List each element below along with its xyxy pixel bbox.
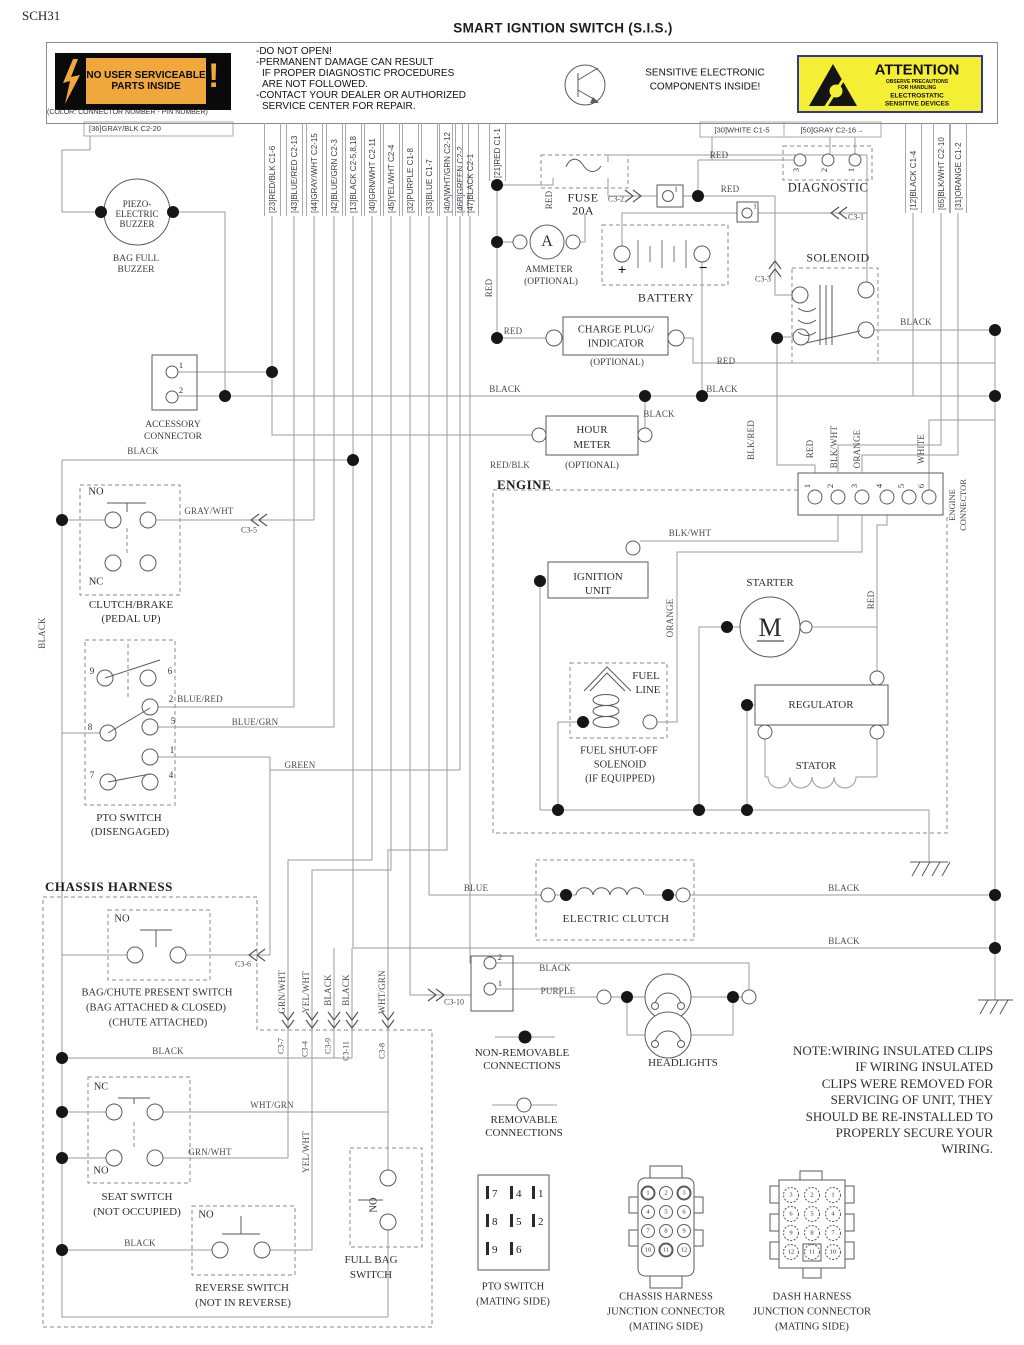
ammeter-label: AMMETER [525,265,573,275]
legend-removable2: CONNECTIONS [485,1127,563,1139]
attention-title: ATTENTION [874,61,960,79]
wire-tag: BLUE [463,883,489,893]
dash-junction-pin: 5 [810,1210,814,1218]
dash-junction-pin: 4 [831,1210,835,1218]
pin-slot-icon [510,1186,513,1199]
wire-tag: BLACK [828,936,860,946]
chassis-junction-label2: JUNCTION CONNECTOR [607,1306,725,1318]
connector-tag: C3-6 [235,959,251,969]
wire-tag: PURPLE [540,986,576,996]
chassis-junction-pin: 11 [662,1246,670,1254]
wire-column: [31]ORANGE C1-2 [950,123,967,213]
wire-label-white: [30]WHITE C1-5 [714,125,770,135]
chassis-junction-pin: 10 [644,1246,652,1254]
clutch-brake-label1: CLUTCH/BRAKE [88,599,174,611]
chassis-harness-title: CHASSIS HARNESS [45,879,173,894]
full-bag-no: NO [368,1197,380,1213]
color-note: (COLOR: CONNECTOR NUMBER - PIN NUMBER) [47,109,208,116]
hour-meter-line2: METER [573,439,611,451]
sheet-id: SCH31 [22,8,61,23]
wire-tag: BLACK [828,883,860,893]
note-line: NOTE:WIRING INSULATED CLIPS [792,1043,993,1058]
hour-meter-optional: (OPTIONAL) [565,461,619,471]
pin-slot-icon [486,1242,489,1255]
diagnostic-label: DIAGNOSTIC [787,180,869,195]
clutch-brake-nc: NC [88,576,104,588]
hour-meter-line1: HOUR [576,424,608,436]
diagnostic-pin1: 1 [846,167,856,173]
headlight-pin2: 2 [497,952,503,962]
chassis-junction-pin: 8 [664,1227,668,1235]
wire-column: [13]BLACK C2-5,8,18 [345,123,362,216]
danger-label [55,53,231,110]
mating-connector-art [629,1166,854,1288]
wire-tag: GRN/WHT [188,1147,232,1157]
wire-tag: BLACK [643,409,675,419]
note-line: SHOULD BE RE-INSTALLED TO [805,1108,993,1124]
dash-junction-pin: 1 [831,1191,835,1199]
stator-label: STATOR [795,760,837,772]
page-title: SMART IGNTION SWITCH (S.I.S.) [453,20,673,36]
connector-tag: C3-7 [276,1038,286,1054]
wire-column: [40A]WHT/GRN C2-12 [439,123,456,216]
chassis-junction-pin: 7 [646,1227,650,1235]
wire-column: [32]PURPLE C1-8 [402,123,419,216]
wire-tag: RED [484,278,494,298]
pto-mating-pin: 1 [532,1186,544,1200]
wire-column: [23]RED/BLK C1-6 [264,123,281,216]
chassis-junction-pin: 6 [682,1208,686,1216]
note-line: SERVICING OF UNIT, THEY [830,1092,993,1108]
wire-column: [42]BLUE/GRN C2-3 [326,123,343,216]
pin-slot-icon [510,1214,513,1227]
legend-nonremovable2: CONNECTIONS [483,1060,561,1072]
bag-chute-no: NO [114,913,130,925]
connector-tag: C3-11 [341,1041,351,1061]
wire-tag: WHT/GRN [250,1100,294,1110]
pto-label1: PTO SWITCH [96,812,162,824]
pto-pin: 7 [89,770,95,780]
reverse-label1: REVERSE SWITCH [195,1282,289,1294]
engine-conn-pin: 4 [874,483,884,489]
engine-connector-label1: ENGINE [947,489,957,521]
wire-tag: YEL/WHT [301,971,311,1013]
note-line: PROPERLY SECURE YOUR [835,1125,993,1141]
danger-line1: NO USER SERVICEABLE [86,70,206,81]
solenoid-label: SOLENOID [806,250,870,265]
clutch-brake-no: NO [88,486,104,498]
fuse-label: FUSE [567,190,599,205]
lightning-bolt-icon [59,57,85,107]
connector-tag: C3-10 [444,997,464,1007]
chassis-junction-pin: 2 [664,1189,668,1197]
wire-tag: RED [720,184,740,194]
fuel-solenoid-caption2: SOLENOID [593,759,647,771]
pto-mating-pin: 2 [532,1214,544,1228]
sensitive-line1: SENSITIVE ELECTRONIC [645,67,765,79]
engine-conn-pin: 1 [802,483,812,489]
fuel-line-label1: FUEL [632,670,660,682]
chassis-junction-pin: 12 [680,1246,688,1254]
wire-tag: BLK/WHT [668,528,712,538]
bag-chute-label3: (CHUTE ATTACHED) [108,1017,208,1029]
danger-text [86,58,206,104]
pto-mating-pin: 9 [486,1242,498,1256]
full-bag-label1: FULL BAG [344,1254,398,1266]
warning-line: ARE NOT FOLLOWED. [262,79,368,90]
wire-tag: RED [544,190,554,210]
pin-slot-icon [532,1186,535,1199]
wire-column: [46B]GREEN C2-2 [452,123,469,216]
starter-symbol: M [758,613,782,642]
chassis-junction-pin: 9 [682,1227,686,1235]
accessory-label1: ACCESSORY [145,420,201,430]
attention-label [797,55,983,113]
reverse-label2: (NOT IN REVERSE) [195,1297,291,1309]
connector-tag: C3-5 [241,525,257,535]
removable-pin-number: 1 [753,201,757,211]
connector-tag: C3-8 [377,1043,387,1059]
electric-clutch-label: ELECTRIC CLUTCH [562,913,670,925]
fuse-rating: 20A [572,203,594,218]
wire-tag: BLACK [900,317,932,327]
wire-tag: BLK/RED [746,420,756,460]
seat-nc: NC [93,1081,109,1093]
wire-tag: BLACK [323,974,333,1006]
engine-conn-pin: 3 [849,483,859,489]
pin-slot-icon [510,1242,513,1255]
chassis-junction-pin: 1 [646,1189,650,1197]
engine-section-label: ENGINE [497,477,552,492]
dash-junction-label2: JUNCTION CONNECTOR [753,1306,871,1318]
warning-line: SERVICE CENTER FOR REPAIR. [262,101,416,112]
buzzer-caption2: BUZZER [117,265,155,275]
dash-junction-label1: DASH HARNESS [772,1291,852,1303]
attention-sub2: FOR HANDLING [897,85,937,91]
wire-column: [44]GRAY/WHT C2-15 [306,123,323,216]
reverse-no: NO [198,1209,214,1221]
wire-tag: RED [866,590,876,610]
warning-line: -CONTACT YOUR DEALER OR AUTHORIZED [256,90,467,101]
chassis-junction-label3: (MATING SIDE) [629,1321,703,1333]
wire-tag: BLACK [539,963,571,973]
dash-junction-pin: 12 [787,1248,795,1256]
pin-slot-icon [532,1214,535,1227]
wire-tag: BLACK [124,1238,156,1248]
wiring-note [690,1043,993,1158]
buzzer-caption1: BAG FULL [112,254,160,264]
wire-tag: BLACK [152,1046,184,1056]
wire-tag: RED [805,439,815,459]
wire-tag: BLK/WHT [829,425,839,469]
charge-plug-line2: INDICATOR [587,338,645,350]
engine-connector-label2: CONNECTOR [958,479,968,531]
wire-tag: BLACK [489,384,521,394]
note-line: WIRING. [941,1141,993,1157]
wire-tag: RED [716,356,736,366]
wire-label-gray: [50]GRAY C2-16→ [800,125,864,135]
ammeter-symbol: A [541,233,553,250]
wire-tag: WHITE [916,434,926,464]
wire-tag: BLACK [127,446,159,456]
pto-mating-pin: 6 [510,1242,522,1256]
accessory-pin2: 2 [178,385,184,395]
wire-tag: YEL/WHT [301,1131,311,1173]
pto-mating-pin: 7 [486,1186,498,1200]
diagnostic-pin3: 3 [791,167,801,173]
connector-tag: C3-1 [848,212,864,222]
headlights-label: HEADLIGHTS [648,1057,718,1069]
pto-mating-pin: 4 [510,1186,522,1200]
regulator-label: REGULATOR [788,699,854,711]
wire-column: [12]BLACK C1-4 [905,123,922,213]
pto-mating-label1: PTO SWITCH [481,1281,545,1293]
chassis-junction-pin: 5 [664,1208,668,1216]
warning-line: -PERMANENT DAMAGE CAN RESULT [256,57,434,68]
attention-sub3: ELECTROSTATIC [890,92,944,100]
chassis-junction-pin: 3 [682,1189,686,1197]
fuel-solenoid-caption1: FUEL SHUT-OFF [580,745,658,757]
charge-plug-optional: (OPTIONAL) [590,358,644,368]
connector-tag: C3-9 [323,1038,333,1054]
wire-tag: RED [709,150,729,160]
wire-column: [21]RED C1-1 [489,123,506,181]
pto-pin: 6 [167,666,173,676]
exclamation-icon: ! [208,57,220,95]
bag-chute-label2: (BAG ATTACHED & CLOSED) [85,1002,227,1014]
pto-pin: 5 [170,716,176,726]
ignition-label1: IGNITION [573,571,623,583]
note-line: CLIPS WERE REMOVED FOR [821,1075,993,1091]
connector-tag: C3-3 [755,274,771,284]
wire-tag: GRAY/WHT [184,506,234,516]
pto-mating-pin: 8 [486,1214,498,1228]
pto-mating-label2: (MATING SIDE) [476,1296,550,1308]
dash-junction-pin: 9 [789,1229,793,1237]
charge-plug-line1: CHARGE PLUG/ [577,324,655,336]
pto-pin: 8 [87,722,93,732]
connector-tag: C3-4 [300,1041,310,1057]
fuel-line-label2: LINE [635,684,661,696]
dash-junction-pin: 8 [810,1229,814,1237]
full-bag-label2: SWITCH [349,1269,393,1281]
legend-removable1: REMOVABLE [490,1114,558,1126]
dash-junction-pin: 10 [829,1248,837,1256]
esd-triangle-icon [807,62,859,108]
buzzer-line2: ELECTRIC [115,209,159,219]
dash-junction-pin: 7 [831,1229,835,1237]
attention-sub1: OBSERVE PRECAUTIONS [885,79,949,85]
pto-pin: 2 [168,694,174,704]
wire-tag: GREEN [284,760,316,770]
wire-column: [45]YEL/WHT C2-4 [383,123,400,216]
bag-chute-label1: BAG/CHUTE PRESENT SWITCH [81,987,233,999]
wire-column: [65]BLK/WHT C2-10 [933,123,950,213]
wire-column: [47]BLACK C2-1 [462,123,479,216]
seat-label1: SEAT SWITCH [101,1191,173,1203]
warning-line: -DO NOT OPEN! [256,46,332,57]
wire-tag: BLACK [706,384,738,394]
buzzer-line3: BUZZER [119,219,155,229]
chassis-junction-label1: CHASSIS HARNESS [619,1291,713,1303]
pin-slot-icon [486,1214,489,1227]
warning-line: IF PROPER DIAGNOSTIC PROCEDURES [262,68,455,79]
note-line: IF WIRING INSULATED [855,1059,993,1075]
engine-conn-pin: 2 [825,483,835,489]
wire-column: [43]BLUE/RED C2-13 [286,123,303,216]
dash-junction-pin: 3 [789,1191,793,1199]
chassis-junction-pin: 4 [646,1208,650,1216]
battery-minus: − [698,260,708,277]
wire-tag: BLUE/RED [177,694,223,704]
seat-label2: (NOT OCCUPIED) [93,1206,181,1218]
wire-tag: ORANGE [852,429,862,469]
diagnostic-pin2: 2 [819,167,829,173]
ignition-label2: UNIT [584,585,612,597]
wire-column: [33]BLUE C1-7 [421,123,438,216]
wire-column: [40]GRN/WHT C2-11 [364,123,381,216]
pto-pin: 4 [168,770,174,780]
pto-pin: 9 [89,666,95,676]
pto-label2: (DISENGAGED) [90,826,170,838]
sensitive-line2: COMPONENTS INSIDE! [649,81,761,93]
seat-no: NO [93,1165,109,1177]
pin-slot-icon [486,1186,489,1199]
attention-sub4: SENSITIVE DEVICES [884,100,950,108]
wire-tag: GRN/WHT [277,970,287,1014]
fuel-solenoid-caption3: (IF EQUIPPED) [585,773,655,785]
wire-tag: BLACK [37,617,47,649]
engine-conn-pin: 5 [896,483,906,489]
headlight-pin1: 1 [497,978,503,988]
engine-conn-pin: 6 [916,483,926,489]
dash-junction-label3: (MATING SIDE) [775,1321,849,1333]
wire-tag: ORANGE [665,598,675,638]
removable-pin-number: 1 [674,184,678,194]
pto-mating-pin: 5 [510,1214,522,1228]
battery-plus: + [617,262,627,279]
legend-nonremovable1: NON-REMOVABLE [474,1047,570,1059]
dash-junction-pin: 2 [810,1191,814,1199]
dash-junction-pin: 11 [808,1248,816,1256]
battery-label: BATTERY [637,290,695,305]
danger-line2: PARTS INSIDE [111,81,181,92]
wire-tag: RED/BLK [490,460,530,470]
wire-tag: RED [503,326,523,336]
dash-junction-pin: 6 [789,1210,793,1218]
pto-pin: 1 [169,745,175,755]
buzzer-line1: PIEZO- [122,199,152,209]
accessory-pin1: 1 [178,360,184,370]
wire-tag: WHT/GRN [377,970,387,1014]
accessory-label2: CONNECTOR [144,432,202,442]
connector-tag: C3-2 [608,194,624,204]
wire-label-gray-blk: [36]GRAY/BLK C2-20 [89,124,161,133]
ammeter-optional: (OPTIONAL) [524,277,578,287]
starter-label: STARTER [746,577,794,589]
wire-tag: BLACK [341,974,351,1006]
clutch-brake-label2: (PEDAL UP) [101,613,161,625]
wire-tag: BLUE/GRN [231,717,279,727]
